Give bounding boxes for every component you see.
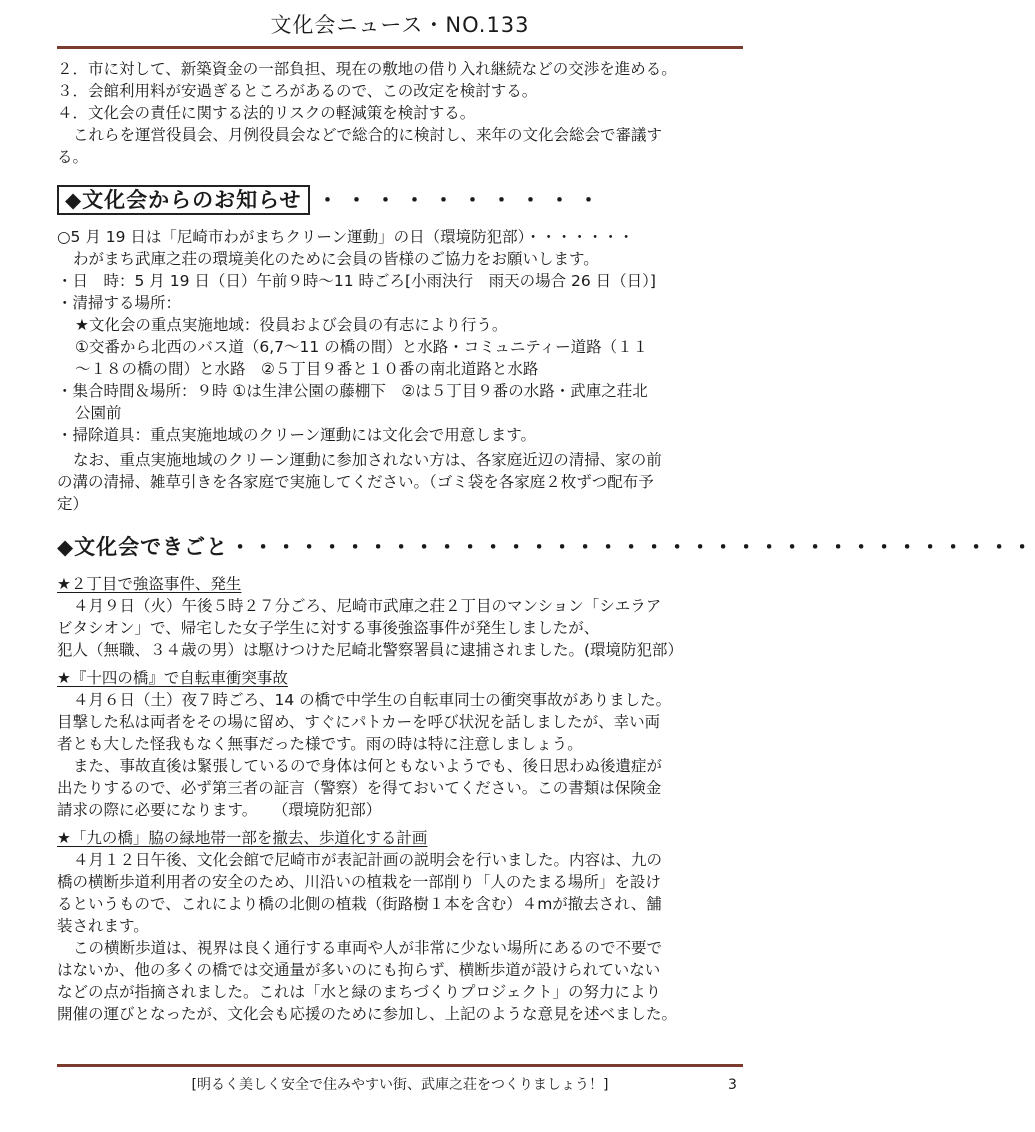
intro-line: ３．会館利用料が安過ぎるところがあるので、この改定を検討する。 xyxy=(57,82,538,100)
page-number: 3 xyxy=(728,1077,737,1093)
notice-line: の溝の清掃、雑草引きを各家庭で実施してください。（ゴミ袋を各家庭２枚ずつ配布予 xyxy=(57,473,654,491)
article-line: 者とも大した怪我もなく無事だった様です。雨の時は特に注意しましょう。 xyxy=(57,735,583,753)
notice-section-title: ◆文化会からのお知らせ xyxy=(57,185,310,215)
article-line: 目撃した私は両者をその場に留め、すぐにパトカーを呼び状況を話しましたが、幸い両 xyxy=(57,713,661,731)
article-line: るというもので、これにより橋の北側の植栽（街路樹１本を含む）４mが撤去され、舗 xyxy=(57,895,662,913)
footer-slogan: [明るく美しく安全で住みやすい街、武庫之荘をつくりましょう！] xyxy=(191,1077,609,1093)
footer-rule xyxy=(57,1064,743,1067)
intro-line: る。 xyxy=(57,148,89,166)
article-heading: ★「九の橋」脇の緑地帯一部を撤去、歩道化する計画 xyxy=(57,829,428,847)
notice-line: ・清掃する場所： xyxy=(57,294,182,312)
page-content xyxy=(57,58,1035,1025)
notice-section-header xyxy=(57,182,745,218)
article-heading: ★２丁目で強盗事件、発生 xyxy=(57,575,242,593)
notice-line: ①交番から北西のバス道（6,7～11 の橋の間）と水路・コミュニティー道路（１１ xyxy=(75,338,649,356)
intro-line: ２．市に対して、新築資金の一部負担、現在の敷地の借り入れ継続などの交渉を進める。 xyxy=(57,60,677,78)
article-line: ４月６日（土）夜７時ごろ、14 の橋で中学生の自転車同士の衝突事故がありました。 xyxy=(73,691,672,709)
article-line: 請求の際に必要になります。 （環境防犯部） xyxy=(57,801,382,819)
notice-title-dots: ・・・・・・・・・・ xyxy=(317,188,608,212)
notice-block xyxy=(57,226,745,515)
article-line: 橋の横断歩道利用者の安全のため、川沿いの植栽を一部削り「人のたまる場所」を設け xyxy=(57,873,661,891)
notice-line: ～１８の橋の間）と水路 ②５丁目９番と１０番の南北道路と水路 xyxy=(75,360,539,378)
notice-line: ・日 時：5 月 19 日（日）午前９時～11 時ごろ[小雨決行 雨天の場合 26 日（日）] xyxy=(57,272,656,290)
article-line: ビタシオン」で、帰宅した女子学生に対する事後強盗事件が発生しましたが、 xyxy=(57,619,600,637)
article-line: 開催の運びとなったが、文化会も応援のために参加し、上記のような意見を述べました。 xyxy=(57,1005,678,1023)
notice-line: わがまち武庫之荘の環境美化のために会員の皆様のご協力をお願いします。 xyxy=(73,250,599,268)
article-line: 装されます。 xyxy=(57,917,149,935)
article-bicycle-accident xyxy=(57,667,745,821)
notice-line: 定） xyxy=(57,495,89,513)
newsletter-title: 文化会ニュース・NO.133 xyxy=(270,13,530,37)
clean-campaign-heading: ○5 月 19 日は「尼崎市わがまちクリーン運動」の日（環境防犯部）・・・・・・・ xyxy=(57,228,634,246)
article-heading: ★『十四の橋』で自転車衝突事故 xyxy=(57,669,288,687)
article-line: 出たりするので、必ず第三者の証言（警察）を得ておいてください。この書類は保険金 xyxy=(57,779,662,797)
events-title-dots: ・・・・・・・・・・・・・・・・・・・・・・・・・・・・・・・・・・・ xyxy=(230,535,1035,559)
intro-line: ４．文化会の責任に関する法的リスクの軽減策を検討する。 xyxy=(57,104,476,122)
article-line: はないか、他の多くの橋では交通量が多いのにも拘らず、横断歩道が設けられていない xyxy=(57,961,661,979)
article-line: などの点が指摘されました。これは「水と緑のまちづくりプロジェクト」の努力により xyxy=(57,983,662,1001)
article-line: ４月９日（火）午後５時２７分ごろ、尼崎市武庫之荘２丁目のマンション「シエラア xyxy=(73,597,662,615)
notice-line: ・掃除道具：重点実施地域のクリーン運動には文化会で用意します。 xyxy=(57,426,536,444)
header-rule xyxy=(57,46,743,49)
intro-line: これらを運営役員会、月例役員会などで総合的に検討し、来年の文化会総会で審議す xyxy=(73,126,663,144)
notice-line: ・集合時間＆場所：９時 ①は生津公園の藤棚下 ②は５丁目９番の水路・武庫之荘北 xyxy=(57,382,648,400)
article-robbery xyxy=(57,573,745,661)
events-section-title: ◆文化会できごと xyxy=(57,535,229,559)
events-section-header xyxy=(57,529,1035,565)
notice-line: なお、重点実施地域のクリーン運動に参加されない方は、各家庭近辺の清掃、家の前 xyxy=(73,451,662,469)
article-line: 犯人（無職、３４歳の男）は駆けつけた尼崎北警察署員に逮捕されました。(環境防犯部） xyxy=(57,641,684,659)
article-green-belt xyxy=(57,827,745,1025)
article-line: また、事故直後は緊張しているので身体は何ともないようでも、後日思わぬ後遺症が xyxy=(73,757,663,775)
article-line: この横断歩道は、視界は良く通行する車両や人が非常に少ない場所にあるので不要で xyxy=(73,939,663,957)
intro-block xyxy=(57,58,745,168)
article-line: ４月１２日午後、文化会館で尼崎市が表記計画の説明会を行いました。内容は、九の xyxy=(73,851,663,869)
notice-line: ★文化会の重点実施地域：役員および会員の有志により行う。 xyxy=(75,316,508,334)
notice-line: 公園前 xyxy=(75,404,122,422)
